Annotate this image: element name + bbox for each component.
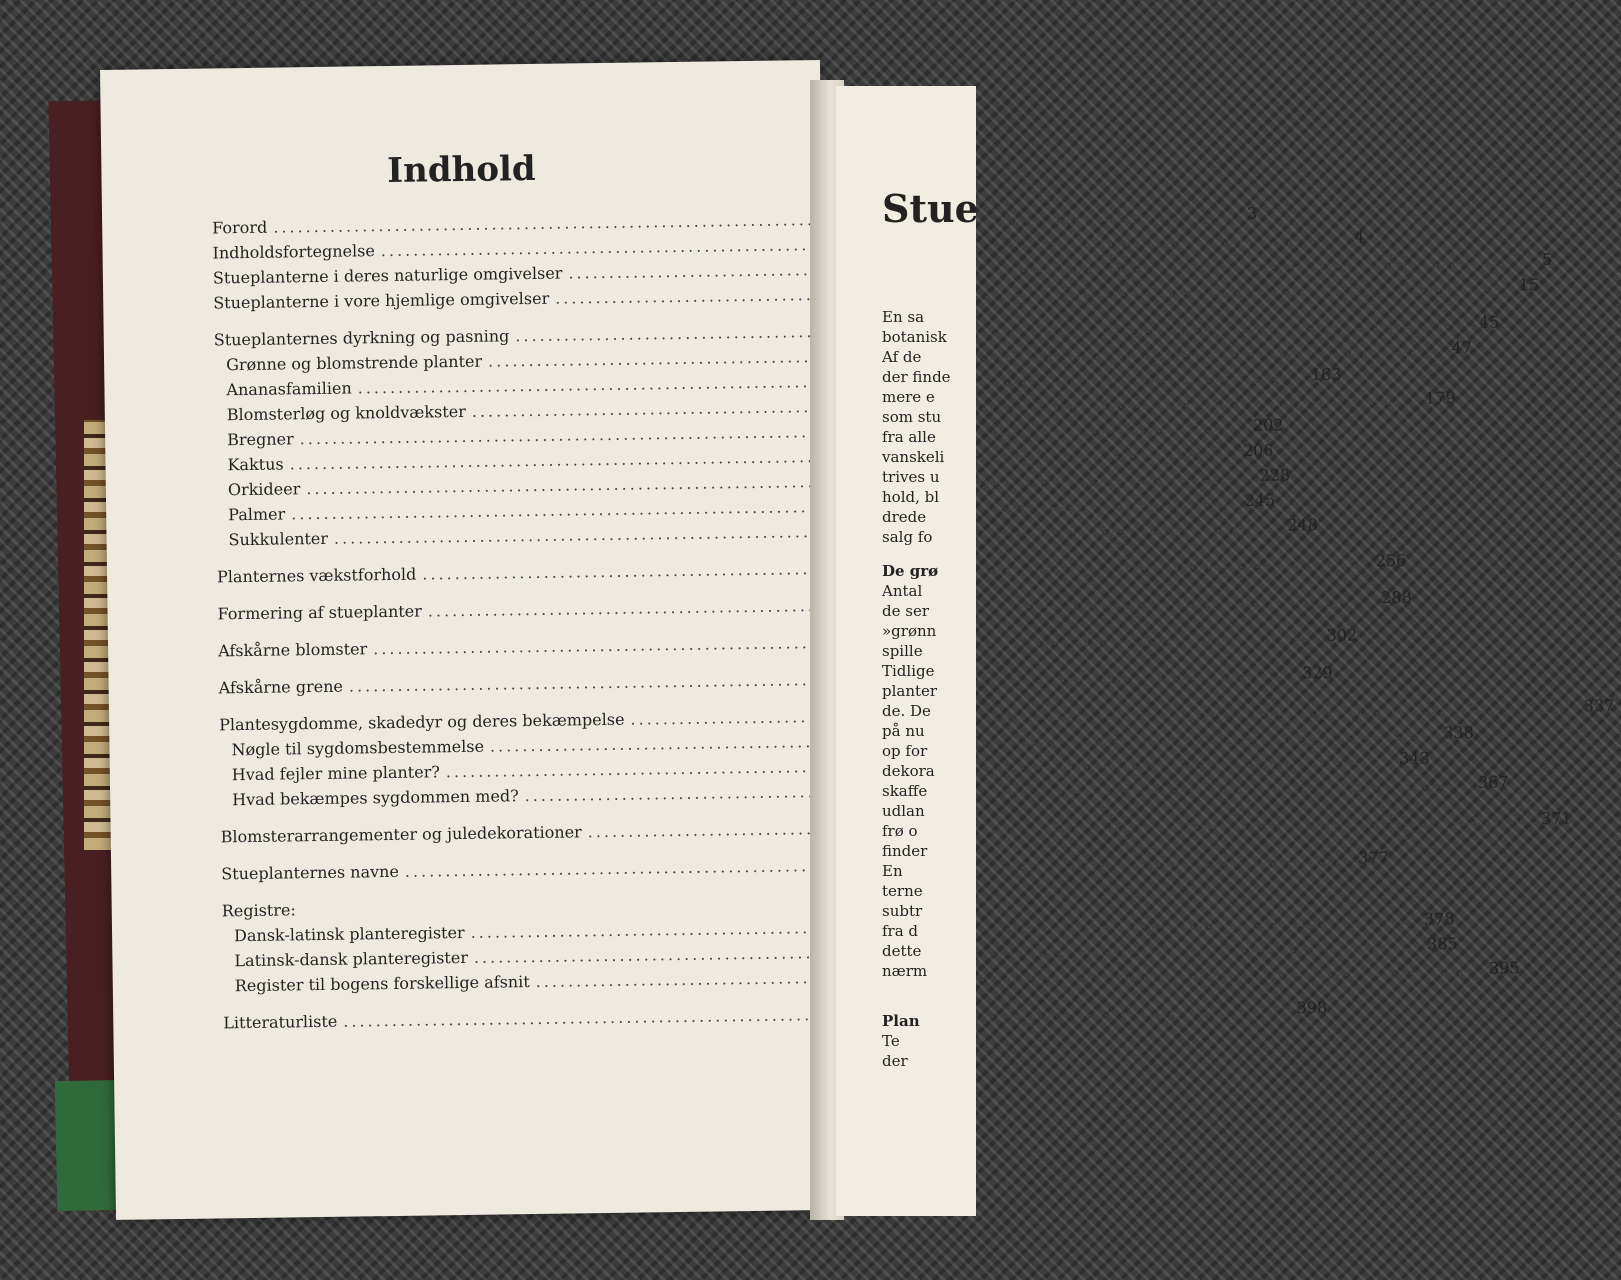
- right-page-text-line: salg fo: [882, 528, 933, 546]
- toc-entry-page: 3: [1246, 203, 1258, 223]
- right-page-text-line: skaffe: [882, 782, 928, 800]
- toc-entry-page: 385: [1427, 934, 1458, 954]
- toc-entry-page: 163: [1310, 364, 1342, 385]
- right-page: [836, 86, 979, 1216]
- toc-entry-label: Indholdsfortegnelse: [212, 241, 375, 263]
- toc-entry-label: Sukkulenter: [228, 528, 329, 550]
- toc-entry-label: Palmer: [228, 504, 286, 525]
- right-page-text-line: subtr: [882, 902, 923, 920]
- right-page-text-line: terne: [882, 882, 923, 900]
- toc-entry-label: Dansk-latinsk planteregister: [233, 922, 465, 946]
- toc-entry-label: Stueplanternes navne: [221, 861, 399, 884]
- toc-entry-page: 378: [1423, 909, 1455, 929]
- toc-entry-page: 395: [1488, 958, 1520, 978]
- toc-entry-label: Nøgle til sygdomsbestemmelse: [231, 736, 485, 760]
- toc-entry-label: Ananasfamilien: [226, 378, 352, 400]
- toc-entry-label: Plantesygdomme, skadedyr og deres bekæmpelse: [219, 709, 625, 735]
- right-page-text-line: de. De: [882, 702, 931, 720]
- right-page-text-line: der finde: [882, 368, 951, 386]
- toc-entry-label: Register til bogens forskellige afsnit: [234, 972, 530, 996]
- right-page-text-line: De grø: [882, 562, 939, 580]
- toc-entry-page: 377: [1358, 848, 1389, 868]
- toc-entry-label: Latinsk-dansk planteregister: [234, 947, 469, 971]
- toc-entry-page: 371: [1540, 808, 1572, 828]
- right-page-text-line: nærm: [882, 962, 928, 980]
- toc-entry-label: Planternes vækstforhold: [216, 564, 417, 587]
- toc-entry-page: 228: [1259, 465, 1291, 485]
- toc-entry-label: Stueplanternes dyrkning og pasning: [213, 326, 510, 350]
- right-page-text-line: vanskeli: [882, 448, 945, 466]
- right-page-text-line: Plan: [882, 1012, 920, 1030]
- right-page-text-line: spille: [882, 642, 923, 660]
- toc-entry-page: 367: [1477, 772, 1509, 792]
- right-page-text-line: frø o: [882, 822, 918, 840]
- toc-entry-label: Orkideer: [227, 479, 301, 500]
- toc-entry-page: 15: [1518, 274, 1540, 295]
- toc-entry-label: Litteraturliste: [223, 1011, 338, 1033]
- right-page-text-line: dette: [882, 942, 922, 960]
- right-page-text-line: fra alle: [882, 428, 936, 446]
- right-page-text-line: dekora: [882, 762, 935, 780]
- toc-entry-page: 45: [1478, 312, 1500, 332]
- toc-entry-label: Blomsterløg og knoldvækster: [226, 401, 466, 425]
- right-page-text-line: hold, bl: [882, 488, 940, 506]
- toc-entry-page: 245: [1244, 490, 1276, 511]
- right-page-text-line: En sa: [882, 308, 925, 326]
- right-page-text-line: Te: [882, 1032, 900, 1050]
- right-page-text-line: planter: [882, 682, 938, 700]
- page-title: Indhold: [386, 148, 536, 191]
- right-page-text-line: på nu: [882, 722, 925, 740]
- right-page-text-line: som stu: [882, 408, 942, 426]
- toc-entry-page: 337: [1583, 695, 1615, 716]
- right-page-text-line: Antal: [882, 582, 923, 600]
- toc-entry-label: Forord: [212, 217, 268, 238]
- right-page-title: Stue: [882, 186, 979, 231]
- right-page-text-line: fra d: [882, 922, 919, 940]
- toc-entry-label: Kaktus: [227, 454, 284, 475]
- toc-entry-label: Bregner: [227, 429, 294, 450]
- toc-entry-label: Hvad bekæmpes sygdommen med?: [232, 786, 519, 810]
- right-page-text-line: de ser: [882, 602, 929, 620]
- toc-entry-page: 302: [1326, 625, 1358, 645]
- toc-entry-label: Stueplanterne i vore hjemlige omgivelser: [213, 288, 550, 313]
- right-page-text-line: op for: [882, 742, 928, 760]
- toc-entry-page: 329: [1302, 662, 1333, 683]
- toc-entry-page: 256: [1375, 550, 1407, 571]
- toc-entry-page: 343: [1399, 748, 1430, 768]
- toc-entry-page: 202: [1252, 415, 1284, 435]
- toc-entry-page: 179: [1424, 388, 1456, 408]
- right-page-text-line: mere e: [882, 388, 935, 406]
- right-page-text-line: botanisk: [882, 328, 947, 346]
- toc-entry-page: 288: [1381, 587, 1412, 608]
- toc-entry-label: Registre:: [221, 900, 296, 921]
- toc-entry-label: Afskårne blomster: [217, 639, 368, 661]
- toc-entry-label: Afskårne grene: [218, 676, 344, 698]
- toc-entry-page: 248: [1287, 515, 1318, 535]
- right-page-text-line: udlan: [882, 802, 925, 820]
- right-page-text-line: trives u: [882, 468, 940, 486]
- toc-entry-label: Hvad fejler mine planter?: [231, 762, 440, 785]
- right-page-text-line: drede: [882, 508, 927, 526]
- toc-entry-page: 5: [1541, 249, 1553, 269]
- toc-entry-label: Formering af stueplanter: [217, 601, 422, 624]
- toc-entry-page: 338: [1443, 722, 1474, 743]
- right-page-text-line: Tidlige: [882, 662, 935, 680]
- right-page-text-line: »grønn: [882, 622, 937, 640]
- toc-entry-label: Stueplanterne i deres naturlige omgivelser: [212, 263, 563, 288]
- right-page-text-line: finder: [882, 842, 928, 860]
- right-page-text-line: Af de: [882, 348, 922, 366]
- toc-entry-page: 47: [1451, 337, 1473, 358]
- right-page-text-line: der: [882, 1052, 908, 1070]
- toc-entry-label: Blomsterarrangementer og juledekorationer: [220, 822, 582, 847]
- right-page-text-line: En: [882, 862, 903, 880]
- toc-entry-page: 398: [1296, 997, 1328, 1018]
- toc-entry-label: Grønne og blomstrende planter: [225, 351, 483, 375]
- toc-entry-page: 206: [1242, 440, 1274, 461]
- toc-entry-page: 4: [1354, 227, 1365, 247]
